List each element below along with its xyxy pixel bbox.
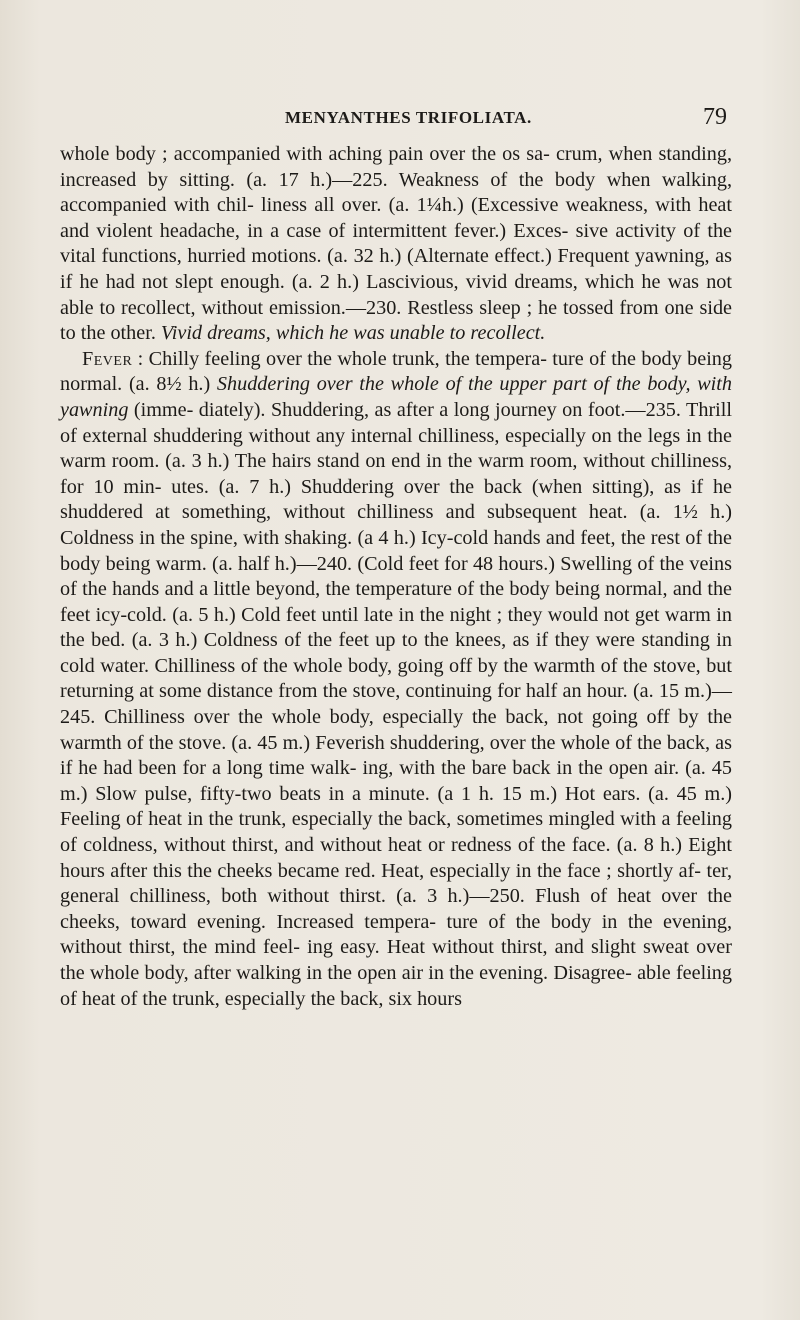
paragraph-fever [60, 347, 732, 1012]
text-run: : Chilly feeling over the whole trunk, the tempera- ture of the body being normal. (a. 8½ h.) [60, 347, 732, 396]
page-number: 79 [703, 104, 727, 130]
text-run: (imme- diately). Shuddering, as after a long journey on foot.—235. Thrill of external shuddering without any internal chilliness, especially on the legs in the warm room. (a. 3 h.) The hairs stand on end in the warm room, without chilliness, for 10 min- utes. (a. 7 h.) Shuddering over the back (when sitting), as if he shuddered at something, without chilliness and subsequent heat. (a. 1½ h.) Coldness in the spine, with shaking. (a 4 h.) Icy-cold hands and feet, the rest of the body being warm. (a. half h.)—240. (Cold feet for 48 hours.) Swelling of the veins of the hands and a little beyond, the temperature of the body being normal, and the feet icy-cold. (a. 5 h.) Cold feet until late in the night ; they would not get warm in the bed. (a. 3 h.) Coldness of the feet up to the knees, as if they were standing in cold water. Chilliness of the whole body, going off by the warmth of the stove, but returning at some distance from the stove, continuing for half an hour. (a. 15 m.)—245. Chilliness over the whole body, especially the back, not going off by the warmth of the stove. (a. 45 m.) Feverish shuddering, over the whole of the back, as if he had been for a long time walk- ing, with the bare back in the open air. (a. 45 m.) Slow pulse, fifty-two beats in a minute. (a 1 h. 15 m.) Hot ears. (a. 45 m.) Feeling of heat in the trunk, especially the back, sometimes mingled with a feeling of coldness, without thirst, and without heat or redness of the face. (a. 8 h.) Eight hours after this the cheeks became red. Heat, especially in the face ; shortly af- ter, general chilliness, both without thirst. (a. 3 h.)—250. Flush of heat over the cheeks, toward evening. Increased tempera- ture of the body in the evening, without thirst, the mind feel- ing easy. Heat without thirst, and slight sweat over the whole body, after walking in the open air in the evening. Disagree- able feeling of heat of the trunk, especially the back, six hours [60, 398, 732, 1010]
running-title: MENYANTHES TRIFOLIATA. [285, 108, 532, 127]
italic-run: Vivid dreams, which he was unable to recollect. [160, 322, 546, 345]
running-head [0, 100, 800, 140]
text-run: whole body ; accompanied with aching pain over the os sa- crum, when standing, increased by sitting. (a. 17 h.)—225. Weakness of the body when walking, accompanied with chil- liness all over. (a. 1¼h.) (Excessive weakness, with heat and violent headache, in a case of intermittent fever.) Exces- sive activity of the vital functions, hurried motions. (a. 32 h.) (Alternate effect.) Frequent yawning, as if he had not slept enough. (a. 2 h.) Lascivious, vivid dreams, which he was not able to recollect, without emission.—230. Restless sleep ; he tossed from one side to the other. [60, 143, 732, 345]
paragraph-continued [60, 142, 732, 347]
body-text [60, 142, 732, 1012]
italic-run: Shuddering over the whole of the upper part of the body, with yawning [60, 373, 732, 421]
section-label-fever: Fever [82, 347, 133, 370]
